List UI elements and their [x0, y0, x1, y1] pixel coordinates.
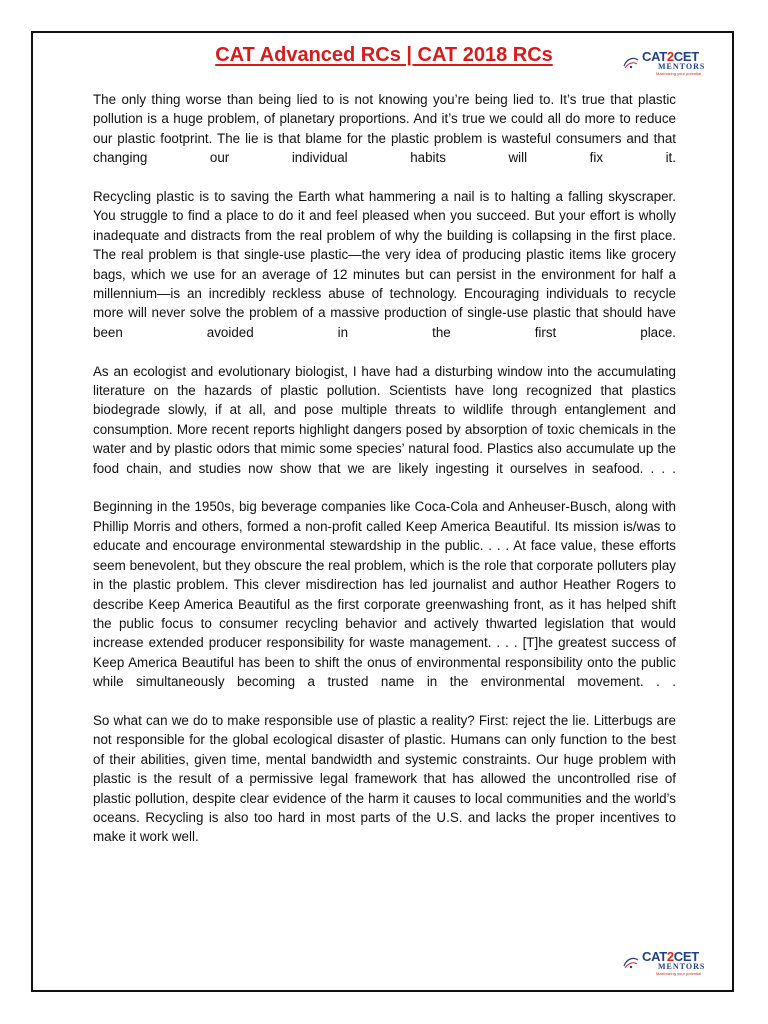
- paragraph-5: So what can we do to make responsible use of plastic a reality? First: reject the lie. Litterbugs are not responsible for the global ecological disaster of plastic. Humans can only function to the best of their abilities, given time, mental bandwidth and systemic constraints. Our huge problem with plastic is the result of a permissive legal framework that has allowed the uncontrolled rise of plastic pollution, despite clear evidence of the harm it causes to local communities and the world’s oceans. Recycling is also too hard in most parts of the U.S. and lacks the proper incentives to make it work well.: [93, 712, 676, 845]
- paragraph-4: Beginning in the 1950s, big beverage companies like Coca-Cola and Anheuser-Busch, along with Phillip Morris and others, formed a non-profit called Keep America Beautiful. Its mission is/was to educate and encourage environmental stewardship in the public. . . . At face value, these efforts seem benevolent, but they obscure the real problem, which is the role that corporate polluters play in the plastic problem. This clever misdirection has led journalist and author Heather Rogers to describe Keep America Beautiful as the first corporate greenwashing front, as it has helped shift the public focus to consumer recycling behavior and actively thwarted legislation that would increase extended producer responsibility for waste management. . . . [T]he greatest success of Keep America Beautiful has been to shift the onus of environmental responsibility onto the public while simultaneously becoming a trusted name in the environmental movement. . .: [93, 499, 676, 690]
- logo-brand-name: CAT2CET: [642, 949, 699, 964]
- logo-brand-name: CAT2CET: [642, 49, 699, 64]
- brand-logo-bottom: [622, 950, 705, 976]
- logo-tagline: Maximizing your potential: [656, 971, 702, 976]
- paragraph-3: As an ecologist and evolutionary biologist, I have had a disturbing window into the accumulating literature on the hazards of plastic pollution. Scientists have long recognized that plastics biodegrade slowly, if at all, and pose multiple threats to wildlife through entanglement and consumption. More recent reports highlight dangers posed by absorption of toxic chemicals in the water and by plastic odors that mimic some species’ natural food. Plastics also accumulate up the food chain, and studies now show that we are likely ingesting it ourselves in seafood. . . .: [93, 363, 676, 476]
- article-body: [93, 90, 676, 866]
- paragraph-2: Recycling plastic is to saving the Earth what hammering a nail is to halting a falling skyscraper. You struggle to find a place to do it and feel pleased when you succeed. But your effort is wholly inadequate and distracts from the real problem of why the building is collapsing in the first place. The real problem is that single-use plastic—the very idea of producing plastic items like grocery bags, which we use for an average of 12 minutes but can persist in the environment for half a millennium—is an incredibly reckless abuse of technology. Encouraging individuals to recycle more will never solve the problem of a massive production of single-use plastic that should have been avoided in the first place.: [93, 189, 676, 340]
- swirl-icon: [622, 954, 640, 972]
- brand-logo-top: [622, 50, 705, 76]
- logo-brand-sub: MENTORS: [658, 62, 706, 71]
- logo-brand-sub: MENTORS: [658, 962, 706, 971]
- logo-tagline: Maximizing your potential: [656, 71, 702, 76]
- swirl-icon: [622, 54, 640, 72]
- document-title: CAT Advanced RCs | CAT 2018 RCs: [215, 44, 553, 66]
- paragraph-1: The only thing worse than being lied to is not knowing you’re being lied to. It’s true that plastic pollution is a huge problem, of planetary proportions. And it’s true we could all do more to reduce our plastic footprint. The lie is that blame for the plastic problem is wasteful consumers and that changing our individual habits will fix it.: [93, 92, 676, 166]
